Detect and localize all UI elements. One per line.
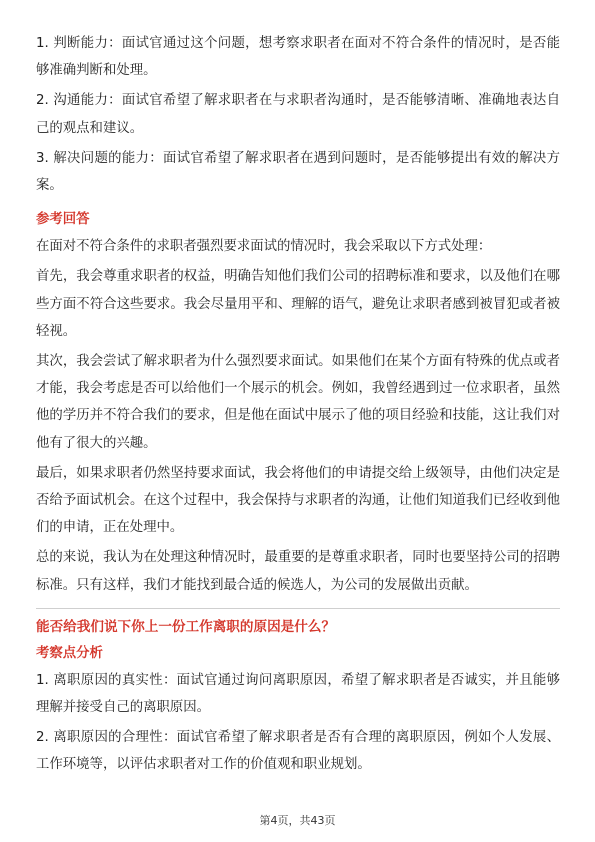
intro-point-1: 1. 判断能力：面试官通过这个问题，想考察求职者在面对不符合条件的情况时，是否能够准确判断和处理。: [36, 36, 560, 79]
answer-paragraph-1: 在面对不符合条件的求职者强烈要求面试的情况时，我会采取以下方式处理：: [36, 239, 492, 255]
reference-answer-heading: 参考回答: [36, 212, 90, 228]
section-divider: [36, 608, 560, 609]
question-title: 能否给我们说下你上一份工作离职的原因是什么？: [36, 618, 336, 635]
document-body: [36, 30, 560, 782]
answer-paragraph-3: 其次，我会尝试了解求职者为什么强烈要求面试。如果他们在某个方面有特殊的优点或者才能，我会考虑是否可以给他们一个展示的机会。例如，我曾经遇到过一位求职者，虽然他的学历并不符合我们的要求，但是他在面试中展示了他的项目经验和技能，这让我们对他有了很大的兴趣。: [36, 354, 560, 451]
page-number: 第4页，共43页: [259, 814, 336, 827]
analysis-point-1: 1. 离职原因的真实性：面试官通过询问离职原因，希望了解求职者是否诚实，并且能够理解并接受自己的离职原因。: [36, 672, 560, 716]
analysis-heading: 考察点分析: [36, 645, 103, 661]
intro-point-2: 2. 沟通能力：面试官希望了解求职者在与求职者沟通时，是否能够清晰、准确地表达自己的观点和建议。: [36, 93, 560, 136]
answer-paragraph-2: 首先，我会尊重求职者的权益，明确告知他们我们公司的招聘标准和要求，以及他们在哪些方面不符合这些要求。我会尽量用平和、理解的语气，避免让求职者感到被冒犯或者被轻视。: [36, 269, 560, 339]
analysis-point-2: 2. 离职原因的合理性：面试官希望了解求职者是否有合理的离职原因，例如个人发展、工作环境等，以评估求职者对工作的价值观和职业规划。: [36, 730, 560, 773]
answer-paragraph-4: 最后，如果求职者仍然坚持要求面试，我会将他们的申请提交给上级领导，由他们决定是否给予面试机会。在这个过程中，我会保持与求职者的沟通，让他们知道我们已经收到他们的申请，正在处理中。: [36, 465, 560, 536]
answer-paragraph-5: 总的来说，我认为在处理这种情况时，最重要的是尊重求职者，同时也要坚持公司的招聘标准。只有这样，我们才能找到最合适的候选人，为公司的发展做出贡献。: [36, 550, 560, 593]
intro-point-3: 3. 解决问题的能力：面试官希望了解求职者在遇到问题时，是否能够提出有效的解决方案。: [36, 150, 560, 194]
